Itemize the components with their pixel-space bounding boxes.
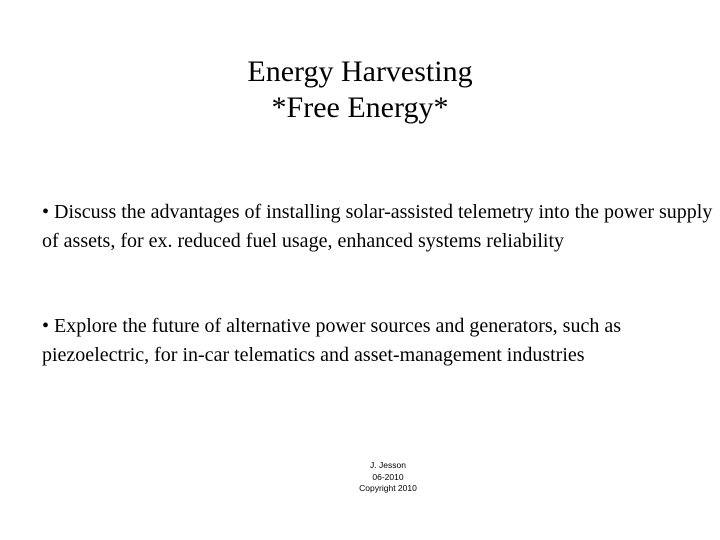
- title-line-1: Energy Harvesting: [247, 55, 473, 88]
- title-line-2: *Free Energy*: [271, 91, 449, 124]
- slide-title: [200, 54, 520, 126]
- footer-date: 06-2010: [372, 471, 404, 482]
- footer-author: J. Jesson: [370, 460, 406, 470]
- bullet-item-1: • Discuss the advantages of installing solar-assisted telemetry into the power supply of assets, for ex. reduced fuel usage, enhanced systems reliability: [42, 201, 713, 252]
- bullet-item-2: • Explore the future of alternative power sources and generators, such as piezoelectric, for in-car telematics and asset-management industries: [42, 315, 622, 366]
- footer-copyright: Copyright 2010: [359, 483, 417, 493]
- slide-footer: [328, 460, 448, 495]
